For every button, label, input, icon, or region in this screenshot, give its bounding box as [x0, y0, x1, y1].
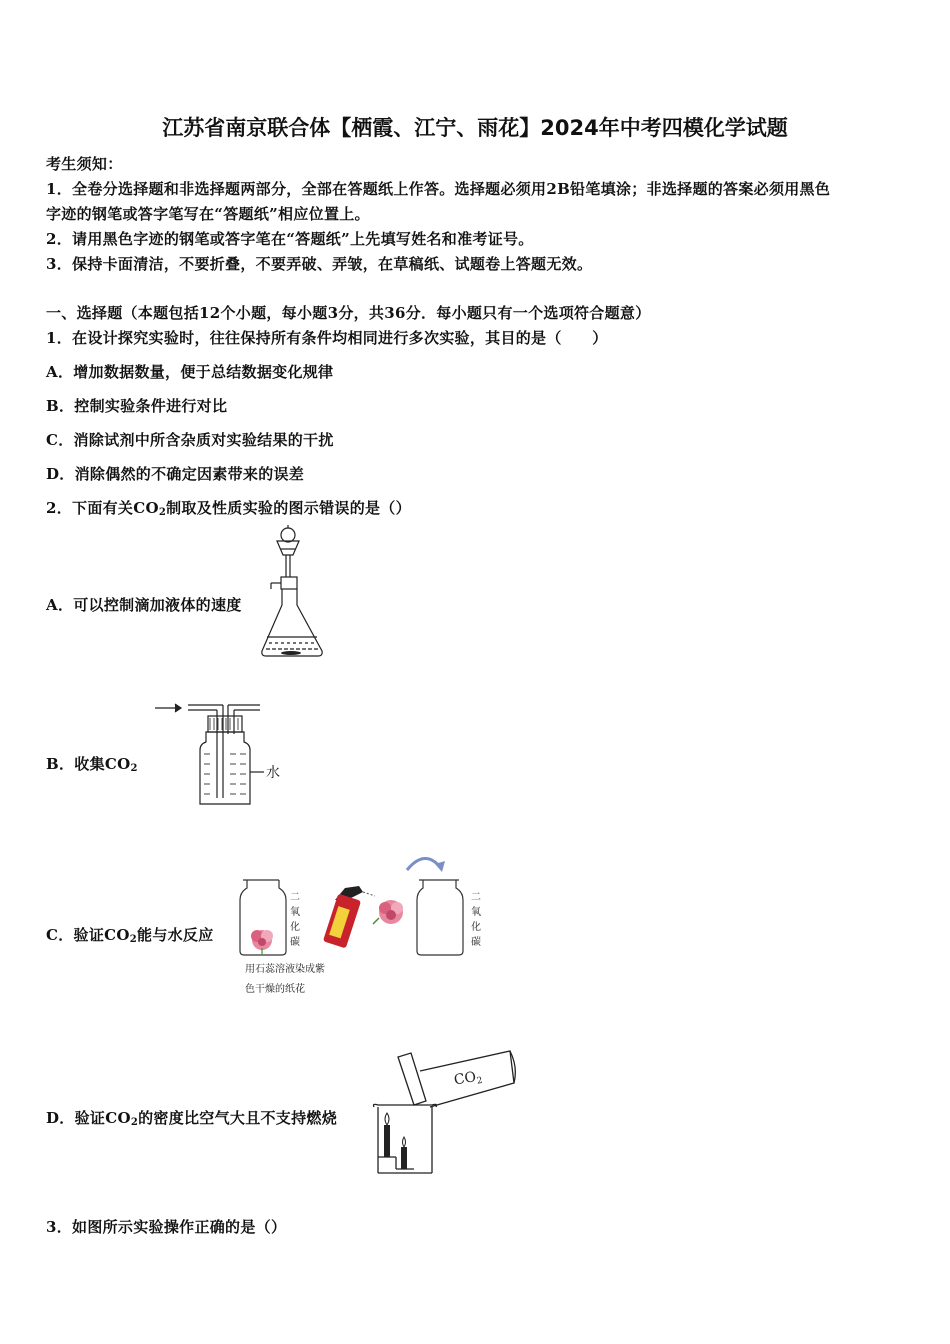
question-1-option-c: C．消除试剂中所含杂质对实验结果的干扰: [46, 431, 334, 449]
q2-d-pre: D．验证CO: [46, 1109, 131, 1127]
q2-b-sub: 2: [130, 763, 138, 774]
gas-label-1-char-4: 碳: [290, 937, 300, 948]
notice-heading: 考生须知：: [46, 155, 123, 173]
q2-d-post: 的密度比空气大且不支持燃烧: [138, 1109, 337, 1127]
q2-c-sub: 2: [129, 934, 138, 945]
q2-stem-pre: 2．下面有关CO: [46, 499, 159, 517]
q2-c-pre: C．验证CO: [46, 926, 130, 944]
notice-item-2: 2．请用黑色字迹的钢笔或答字笔在“答题纸”上先填写姓名和准考证号。: [46, 230, 534, 248]
question-1-option-b: B．控制实验条件进行对比: [46, 397, 228, 415]
water-label: 水: [266, 765, 280, 781]
section-heading: 一、选择题（本题包括12个小题，每小题3分，共36分．每小题只有一个选项符合题意）: [46, 304, 651, 322]
question-2-option-c: [46, 924, 214, 945]
gas-collection-bottle-figure: [150, 698, 290, 810]
gas-label-2-char-2: 氧: [471, 907, 481, 918]
co2-water-reaction-figure: [235, 848, 490, 998]
q2-stem-sub: 2: [158, 507, 167, 518]
question-2-option-d: [46, 1107, 337, 1128]
q2-stem-post: 制取及性质实验的图示错误的是（）: [166, 499, 411, 517]
notice-item-1-cont: 字迹的钢笔或答字笔写在“答题纸”相应位置上。: [46, 205, 370, 223]
question-2-option-a: A．可以控制滴加液体的速度: [46, 596, 242, 614]
question-3-stem: 3．如图所示实验操作正确的是（）: [46, 1218, 287, 1236]
gas-label-1-char-3: 化: [290, 922, 300, 933]
co2-bottle-label-sub: 2: [476, 1075, 484, 1087]
q2-b-pre: B．收集CO: [46, 755, 131, 773]
gas-label-1-char-2: 氧: [290, 907, 300, 918]
gas-label-2-char-4: 碳: [471, 937, 481, 948]
question-2-stem: [46, 497, 411, 518]
paper-flower-caption-1: 用石蕊溶液染成紫: [245, 964, 325, 975]
notice-item-1: 1．全卷分选择题和非选择题两部分，全部在答题纸上作答。选择题必须用2B铅笔填涂；非选择题的答案必须用黑色: [46, 180, 831, 198]
notice-item-3: 3．保持卡面清洁，不要折叠，不要弄破、弄皱，在草稿纸、试题卷上答题无效。: [46, 255, 593, 273]
question-1-option-d: D．消除偶然的不确定因素带来的误差: [46, 465, 305, 483]
paper-flower-caption-2: 色干燥的纸花: [245, 984, 305, 995]
gas-label-2-char-3: 化: [471, 922, 481, 933]
gas-label-2-char-1: 二: [471, 892, 481, 903]
dropping-funnel-flask-figure: [255, 525, 330, 663]
q2-d-sub: 2: [130, 1117, 139, 1128]
page-title: 江苏省南京联合体【栖霞、江宁、雨花】2024年中考四模化学试题: [162, 116, 788, 140]
question-1-option-a: A．增加数据数量，便于总结数据变化规律: [46, 363, 334, 381]
question-2-option-b: [46, 753, 138, 774]
co2-candle-beaker-figure: [368, 1045, 518, 1177]
co2-bottle-label-main: CO: [452, 1069, 478, 1089]
gas-label-1-char-1: 二: [290, 892, 300, 903]
co2-bottle-label: [453, 1068, 484, 1091]
question-1-stem: 1．在设计探究实验时，往往保持所有条件均相同进行多次实验，其目的是（ ）: [46, 329, 608, 347]
q2-c-post: 能与水反应: [137, 926, 214, 944]
